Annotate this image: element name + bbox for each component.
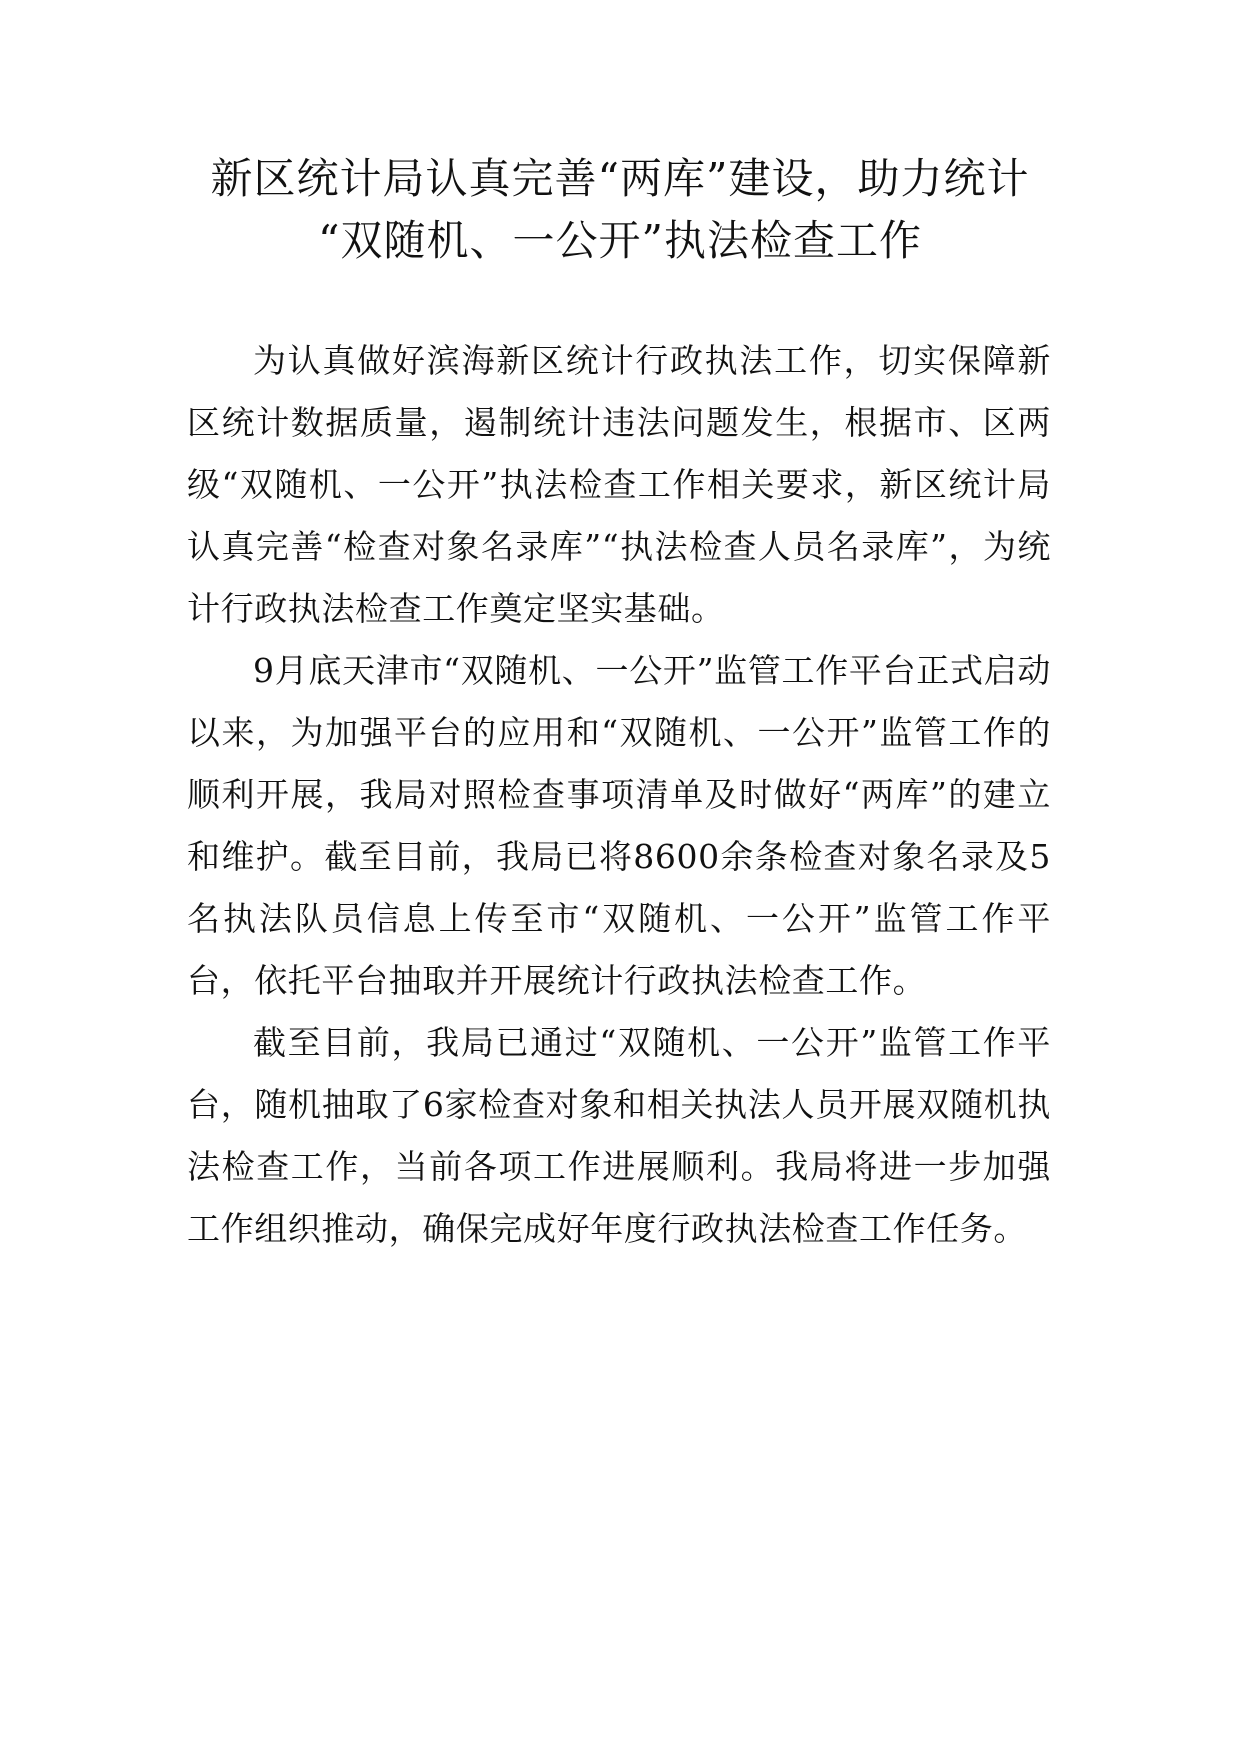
document-body xyxy=(187,330,1051,1260)
title-line-1: 新区统计局认真完善“两库”建设，助力统计 xyxy=(210,154,1030,203)
title-line-2: “双随机、一公开”执法检查工作 xyxy=(318,216,922,265)
paragraph-3: 截至目前，我局已通过“双随机、一公开”监管工作平台，随机抽取了6家检查对象和相关执法人员开展双随机执法检查工作，当前各项工作进展顺利。我局将进一步加强工作组织推动，确保完成好年度行政执法检查工作任务。 xyxy=(187,1023,1051,1248)
paragraph-2: 9月底天津市“双随机、一公开”监管工作平台正式启动以来，为加强平台的应用和“双随机、一公开”监管工作的顺利开展，我局对照检查事项清单及时做好“两库”的建立和维护。截至目前，我局已将8600余条检查对象名录及5名执法队员信息上传至市“双随机、一公开”监管工作平台，依托平台抽取并开展统计行政执法检查工作。 xyxy=(187,651,1051,1000)
document-title xyxy=(150,148,1090,272)
paragraph-1: 为认真做好滨海新区统计行政执法工作，切实保障新区统计数据质量，遏制统计违法问题发生，根据市、区两级“双随机、一公开”执法检查工作相关要求，新区统计局认真完善“检查对象名录库”“执法检查人员名录库”，为统计行政执法检查工作奠定坚实基础。 xyxy=(187,341,1051,628)
